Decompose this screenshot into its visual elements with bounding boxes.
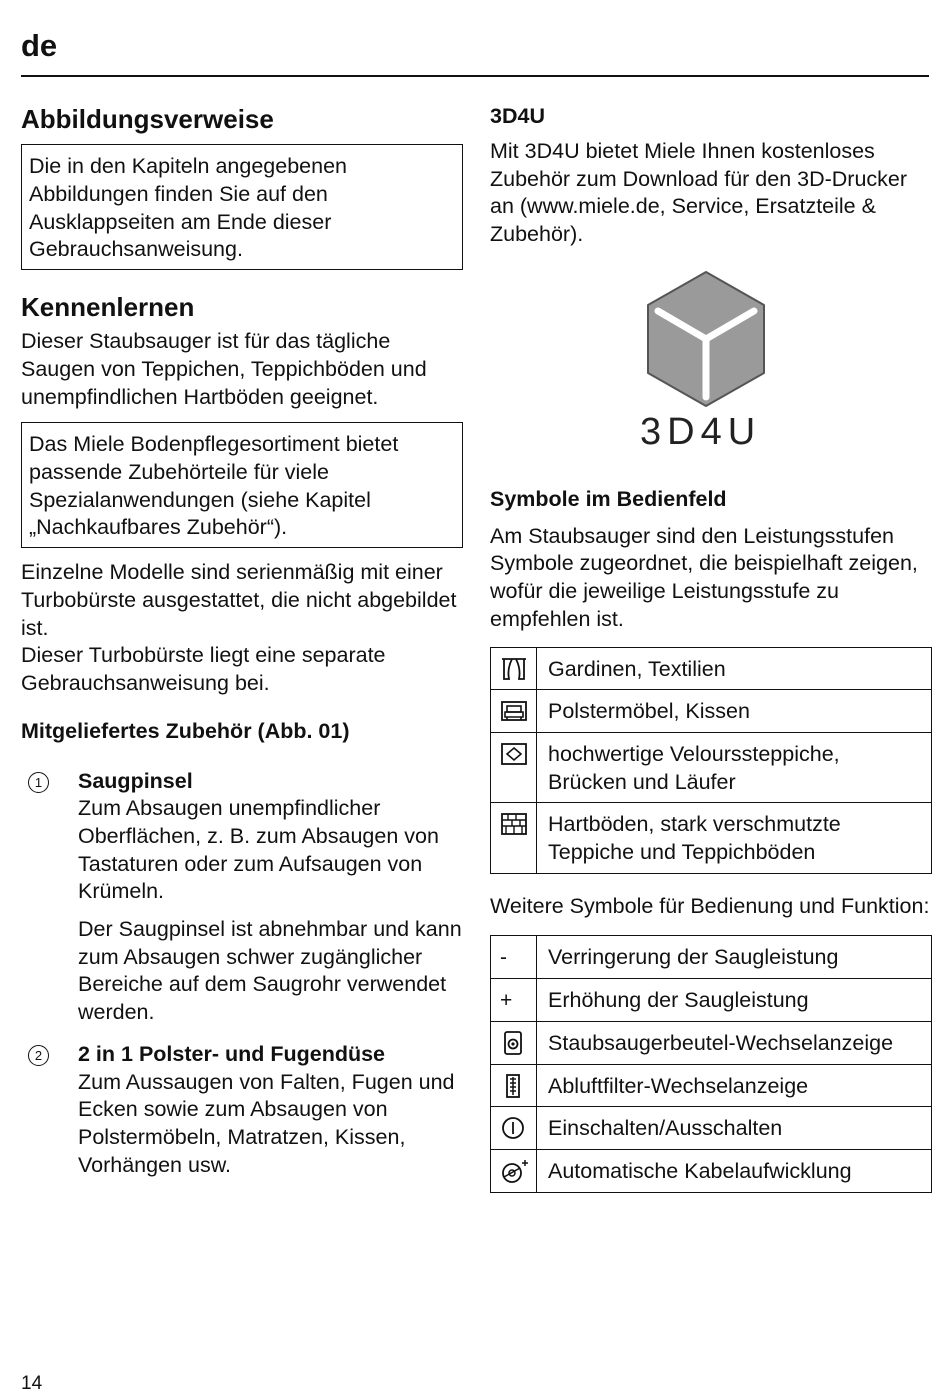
power-level-symbol-table <box>490 647 932 874</box>
symbol-desc: Verringerung der Saugleistung <box>537 936 932 979</box>
symbol-desc: Automatische Kabelaufwicklung <box>537 1149 932 1192</box>
page-number: 14 <box>21 1373 43 1394</box>
para-turbobuerste: Dieser Turbobürste liegt eine separate Gebrauchsanweisung bei. <box>21 643 386 695</box>
power-icon <box>500 1116 528 1140</box>
table-row <box>491 979 932 1022</box>
note-text-abbildungen: Die in den Kapiteln angegebenen Abbildungen finden Sie auf den Ausklappseiten am Ende dieser Gebrauchsanweisung. <box>29 154 347 262</box>
table-row <box>491 732 932 802</box>
table-row <box>491 1064 932 1107</box>
symbol-desc: Hartböden, stark verschmutzte Teppiche und Teppichböden <box>537 803 932 873</box>
item-title: 2 in 1 Polster- und Fugendüse <box>78 1041 386 1066</box>
item-number: 1 <box>28 772 49 793</box>
sofa-icon <box>500 699 528 723</box>
table-row <box>491 1107 932 1150</box>
item-number: 2 <box>28 1045 49 1066</box>
symbol-cell <box>491 1107 537 1150</box>
table-row <box>491 803 932 873</box>
curtains-icon <box>500 657 528 681</box>
table-row <box>491 936 932 979</box>
symbol-desc: Einschalten/Ausschalten <box>537 1107 932 1150</box>
item-text: Zum Absaugen unempfindlicher Oberflächen, z. B. zum Absaugen von Tastaturen oder zum Aufsaugen von Krümeln. <box>78 796 439 904</box>
para-kennenlernen: Dieser Staubsauger ist für das tägliche Saugen von Teppichen, Teppichböden und unempfindlichen Hartböden geeignet. <box>21 329 427 409</box>
symbol-cell <box>491 647 537 690</box>
right-column <box>490 98 932 1193</box>
dustbag-icon <box>500 1031 528 1055</box>
symbol-desc: Staubsaugerbeutel-Wechselanzeige <box>537 1021 932 1064</box>
symbol-cell <box>491 1064 537 1107</box>
heading-abbildungsverweise: Abbildungsverweise <box>21 104 274 134</box>
item-text: Zum Aussaugen von Falten, Fugen und Ecken sowie zum Absaugen von Polstermöbeln, Matratzen, Kissen, Vorhängen usw. <box>78 1069 455 1177</box>
cable-rewind-icon <box>500 1159 530 1183</box>
symbol-desc: Gardinen, Textilien <box>537 647 932 690</box>
para-modelle: Einzelne Modelle sind serienmäßig mit einer Turbobürste ausgestattet, die nicht abgebildet ist. <box>21 560 457 640</box>
list-item <box>21 1041 463 1180</box>
minus-symbol: - <box>500 946 507 970</box>
symbol-cell <box>491 979 537 1022</box>
rug-icon <box>500 742 528 766</box>
table-row <box>491 647 932 690</box>
item-title: Saugpinsel <box>78 768 193 793</box>
table-row <box>491 1149 932 1192</box>
note-box-bodenpflege <box>21 422 463 548</box>
left-column <box>21 98 463 1179</box>
table-row <box>491 1021 932 1064</box>
symbol-cell <box>491 1021 537 1064</box>
header-rule <box>21 75 929 77</box>
table-row <box>491 690 932 733</box>
heading-kennenlernen: Kennenlernen <box>21 292 195 322</box>
heading-3d4u: 3D4U <box>490 104 545 128</box>
plus-symbol: + <box>500 989 513 1013</box>
symbol-cell <box>491 732 537 802</box>
para-symbole: Am Staubsauger sind den Leistungsstufen Symbole zugeordnet, die beispielhaft zeigen, wofür die jeweilige Leistungsstufe zu empfehlen ist. <box>490 523 918 631</box>
symbol-cell <box>491 1149 537 1192</box>
symbol-cell <box>491 936 537 979</box>
item-text-2: Der Saugpinsel ist abnehmbar und kann zum Absaugen schwer zugänglicher Bereiche auf dem Saugrohr verwendet werden. <box>78 917 462 1025</box>
symbol-desc: Erhöhung der Saugleistung <box>537 979 932 1022</box>
3d4u-logo-text: 3D4U <box>640 410 762 453</box>
note-text-bodenpflege: Das Miele Bodenpflegesortiment bietet passende Zubehörteile für viele Spezialanwendungen (siehe Kapitel „Nachkaufbares Zubehör“). <box>29 432 399 540</box>
heading-zubehoer: Mitgeliefertes Zubehör (Abb. 01) <box>21 718 350 743</box>
para-3d4u: Mit 3D4U bietet Miele Ihnen kostenloses Zubehör zum Download für den 3D-Drucker an (www.miele.de, Service, Ersatzteile & Zubehör). <box>490 138 908 247</box>
note-box-abbildungen <box>21 144 463 270</box>
heading-symbole: Symbole im Bedienfeld <box>490 486 727 511</box>
symbol-desc: Polstermöbel, Kissen <box>537 690 932 733</box>
language-code: de <box>21 28 58 63</box>
hard-floor-icon <box>500 812 528 836</box>
filter-icon <box>500 1074 528 1098</box>
symbol-cell <box>491 803 537 873</box>
symbol-cell <box>491 690 537 733</box>
symbol-desc: hochwertige Velourssteppiche, Brücken und Läufer <box>537 732 932 802</box>
3d4u-cube-logo <box>644 269 768 409</box>
para-weitere-symbole: Weitere Symbole für Bedienung und Funktion: <box>490 893 930 918</box>
symbol-desc: Abluftfilter-Wechselanzeige <box>537 1064 932 1107</box>
list-item <box>21 768 463 1027</box>
function-symbol-table <box>490 935 932 1192</box>
